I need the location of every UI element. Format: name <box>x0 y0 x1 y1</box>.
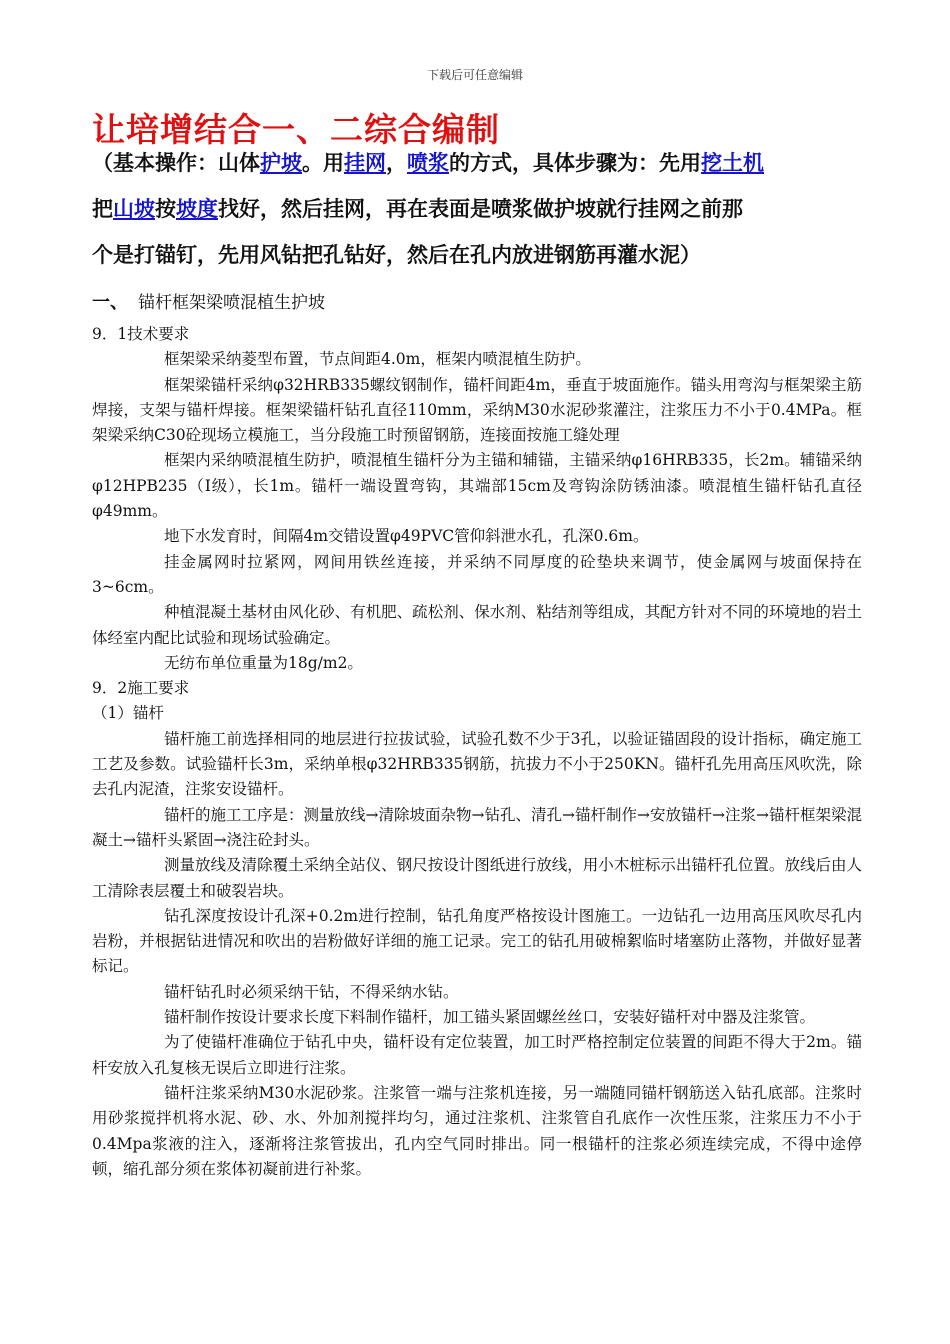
body-paragraph: 锚杆注浆采纳M30水泥砂浆。注浆管一端与注浆机连接，另一端随同锚杆钢筋送入钻孔底部。注浆时用砂浆搅拌机将水泥、砂、水、外加剂搅拌均匀，通过注浆机、注浆管自孔底作一次性压浆，注浆压力不小于0.4Mpa浆液的注入，逐渐将注浆管拔出，孔内空气同时排出。同一根锚杆的注浆必须连续完成，不得中途停顿，缩孔部分须在浆体初凝前进行补浆。 <box>92 1083 862 1178</box>
section-number: 一、 <box>92 292 128 313</box>
body-paragraph: 钻孔深度按设计孔深+0.2m进行控制，钻孔角度严格按设计图施工。一边钻孔一边用高压风吹尽孔内岩粉，并根据钻进情况和吹出的岩粉做好详细的施工记录。完工的钻孔用破棉絮临时堵塞防止落物，并做好显著标记。 <box>92 906 862 976</box>
link-shanpo[interactable]: 山坡 <box>113 196 155 221</box>
header-note: 下载后可任意编辑 <box>426 68 523 82</box>
body-paragraph: 种植混凝土基材由风化砂、有机肥、疏松剂、保水剂、粘结剂等组成，其配方针对不同的环境地的岩土体经室内配比试验和现场试验确定。 <box>92 603 862 647</box>
link-podu[interactable]: 坡度 <box>176 196 218 221</box>
body-paragraph: 锚杆制作按设计要求长度下料制作锚杆，加工锚头紧固螺丝丝口，安装好锚杆对中器及注浆管。 <box>164 1008 816 1027</box>
intro-line-3: 个是打锚钉，先用风钻把孔钻好，然后在孔内放进钢筋再灌水泥） <box>92 242 701 267</box>
intro-line-2: 把山坡按坡度找好，然后挂网，再在表面是喷浆做护坡就行挂网之前那 <box>92 196 743 221</box>
section-title: 锚杆框架梁喷混植生护坡 <box>138 293 325 313</box>
body-paragraph: 框架内采纳喷混植生防护，喷混植生锚杆分为主锚和辅锚，主锚采纳φ16HRB335，长2m。辅锚采纳φ12HPB235（Ⅰ级），长1m。锚杆一端设置弯钩，其端部15cm及弯钩涂防锈油漆。喷混植生锚杆钻孔直径φ49mm。 <box>92 451 862 521</box>
body-paragraph: 测量放线及清除覆土采纳全站仪、钢尺按设计图纸进行放线，用小木桩标示出锚杆孔位置。放线后由人工清除表层覆土和破裂岩块。 <box>92 856 862 900</box>
link-hupo[interactable]: 护坡 <box>260 150 302 175</box>
body-paragraph: 无纺布单位重量为18g/m2。 <box>164 653 363 672</box>
body-paragraph: 锚杆钻孔时必须采纳干钻，不得采纳水钻。 <box>164 982 459 1001</box>
link-watuji[interactable]: 挖土机 <box>701 150 764 175</box>
section-heading <box>92 288 325 314</box>
body-paragraph: 锚杆施工前选择相同的地层进行拉拔试验，试验孔数不少于3孔，以验证锚固段的设计指标，确定施工工艺及参数。试验锚杆长3m，采纳单根φ32HRB335钢筋，抗拔力不小于250KN。锚杆孔先用高压风吹洗，除去孔内泥渣，注浆安设锚杆。 <box>92 729 862 799</box>
document-title: 让培增结合一、二综合编制 <box>92 110 500 149</box>
body-paragraph: 框架梁锚杆采纳φ32HRB335螺纹钢制作，锚杆间距4m，垂直于坡面施作。锚头用弯沟与框架梁主筋焊接，支架与锚杆焊接。框架梁锚杆钻孔直径110mm，采纳M30水泥砂浆灌注，注浆压力不小于0.4MPa。框架梁采纳C30砼现场立模施工，当分段施工时预留钢筋，连接面按施工缝处理 <box>92 375 862 445</box>
subsection-heading: （1）锚杆 <box>92 704 164 723</box>
link-penjiang[interactable]: 喷浆 <box>407 150 449 175</box>
intro-line-1: （基本操作：山体护坡。用挂网，喷浆的方式，具体步骤为：先用挖土机 <box>92 150 764 175</box>
subsection-heading: 9．2施工要求 <box>92 679 190 698</box>
body-paragraph: 框架梁采纳菱型布置，节点间距4.0m，框架内喷混植生防护。 <box>164 350 591 369</box>
body-paragraph: 锚杆的施工工序是：测量放线→清除坡面杂物→钻孔、清孔→锚杆制作→安放锚杆→注浆→锚杆框架梁混凝土→锚杆头紧固→浇注砼封头。 <box>92 805 862 849</box>
document-body <box>92 322 862 1182</box>
subsection-heading: 9．1技术要求 <box>92 325 190 343</box>
body-paragraph: 为了使锚杆准确位于钻孔中央，锚杆设有定位装置，加工时严格控制定位装置的间距不得大于2m。锚杆安放入孔复核无误后立即进行注浆。 <box>92 1033 862 1077</box>
body-paragraph: 挂金属网时拉紧网，网间用铁丝连接，并采纳不同厚度的砼垫块来调节，使金属网与坡面保持在3~6cm。 <box>92 552 862 596</box>
intro-paragraph <box>92 148 862 280</box>
link-guawang[interactable]: 挂网 <box>344 150 386 175</box>
body-paragraph: 地下水发育时，间隔4m交错设置φ49PVC管仰斜泄水孔，孔深0.6m。 <box>164 527 649 546</box>
